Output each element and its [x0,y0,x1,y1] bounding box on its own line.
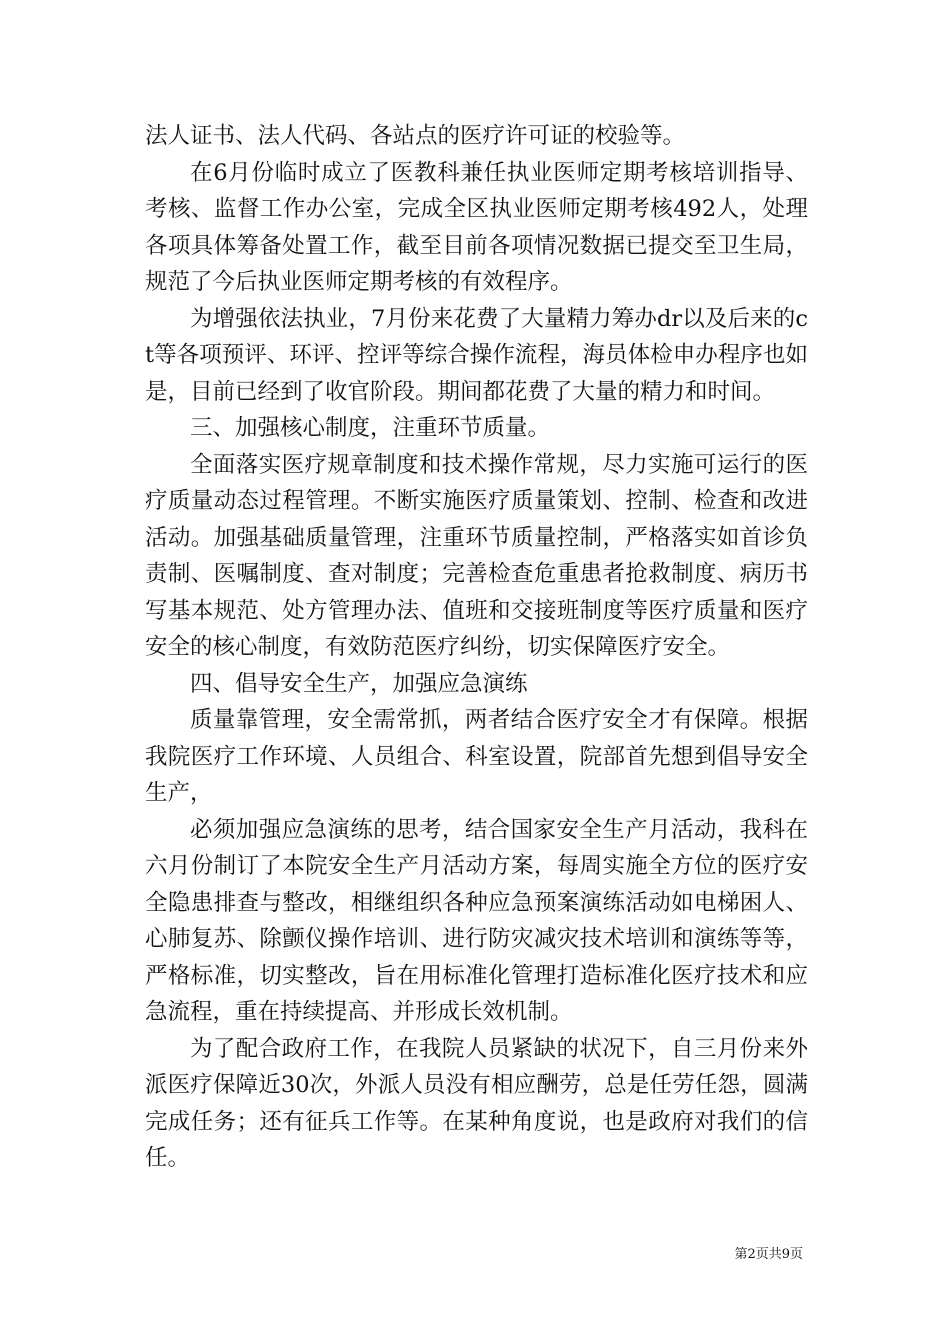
paragraph-9: 为了配合政府工作，在我院人员紧缺的状况下，自三月份来外派医疗保障近30次，外派人员没有相应酬劳，总是任劳任怨，圆满完成任务；还有征兵工作等。在某种角度说，也是政府对我们的信任。 [145,1035,808,1171]
section-heading-3: 三、加强核心制度，注重环节质量。 [190,415,551,441]
document-body [145,118,808,1177]
paragraph-8: 必须加强应急演练的思考，结合国家安全生产月活动，我科在六月份制订了本院安全生产月活动方案，每周实施全方位的医疗安全隐患排查与整改，相继组织各种应急预案演练活动如电梯困人、心肺复苏、除颤仪操作培训、进行防灾减灾技术培训和演练等等，严格标准，切实整改，旨在用标准化管理打造标准化医疗技术和应急流程，重在持续提高、并形成长效机制。 [145,816,808,1025]
paragraph-7: 质量靠管理，安全需常抓，两者结合医疗安全才有保障。根据我院医疗工作环境、人员组合、科室设置，院部首先想到倡导安全生产， [145,707,808,806]
page-number: 第2页共9页 [734,1247,803,1262]
section-heading-4: 四、倡导安全生产，加强应急演练 [190,670,528,697]
paragraph-2: 在6月份临时成立了医教科兼任执业医师定期考核培训指导、考核、监督工作办公室，完成全区执业医师定期考核492人，处理各项具体筹备处置工作，截至目前各项情况数据已提交至卫生局，规范了今后执业医师定期考核的有效程序。 [145,159,808,295]
paragraph-5: 全面落实医疗规章制度和技术操作常规，尽力实施可运行的医疗质量动态过程管理。不断实施医疗质量策划、控制、检查和改进活动。加强基础质量管理，注重环节质量控制，严格落实如首诊负责制、医嘱制度、查对制度；完善检查危重患者抢救制度、病历书写基本规范、处方管理办法、值班和交接班制度等医疗质量和医疗安全的核心制度，有效防范医疗纠纷，切实保障医疗安全。 [145,451,808,660]
paragraph-1: 法人证书、法人代码、各站点的医疗许可证的校验等。 [145,123,686,149]
paragraph-3: 为增强依法执业，7月份来花费了大量精力筹办dr以及后来的ct等各项预评、环评、控评等综合操作流程，海员体检申办程序也如是，目前已经到了收官阶段。期间都花费了大量的精力和时间。 [145,305,808,405]
